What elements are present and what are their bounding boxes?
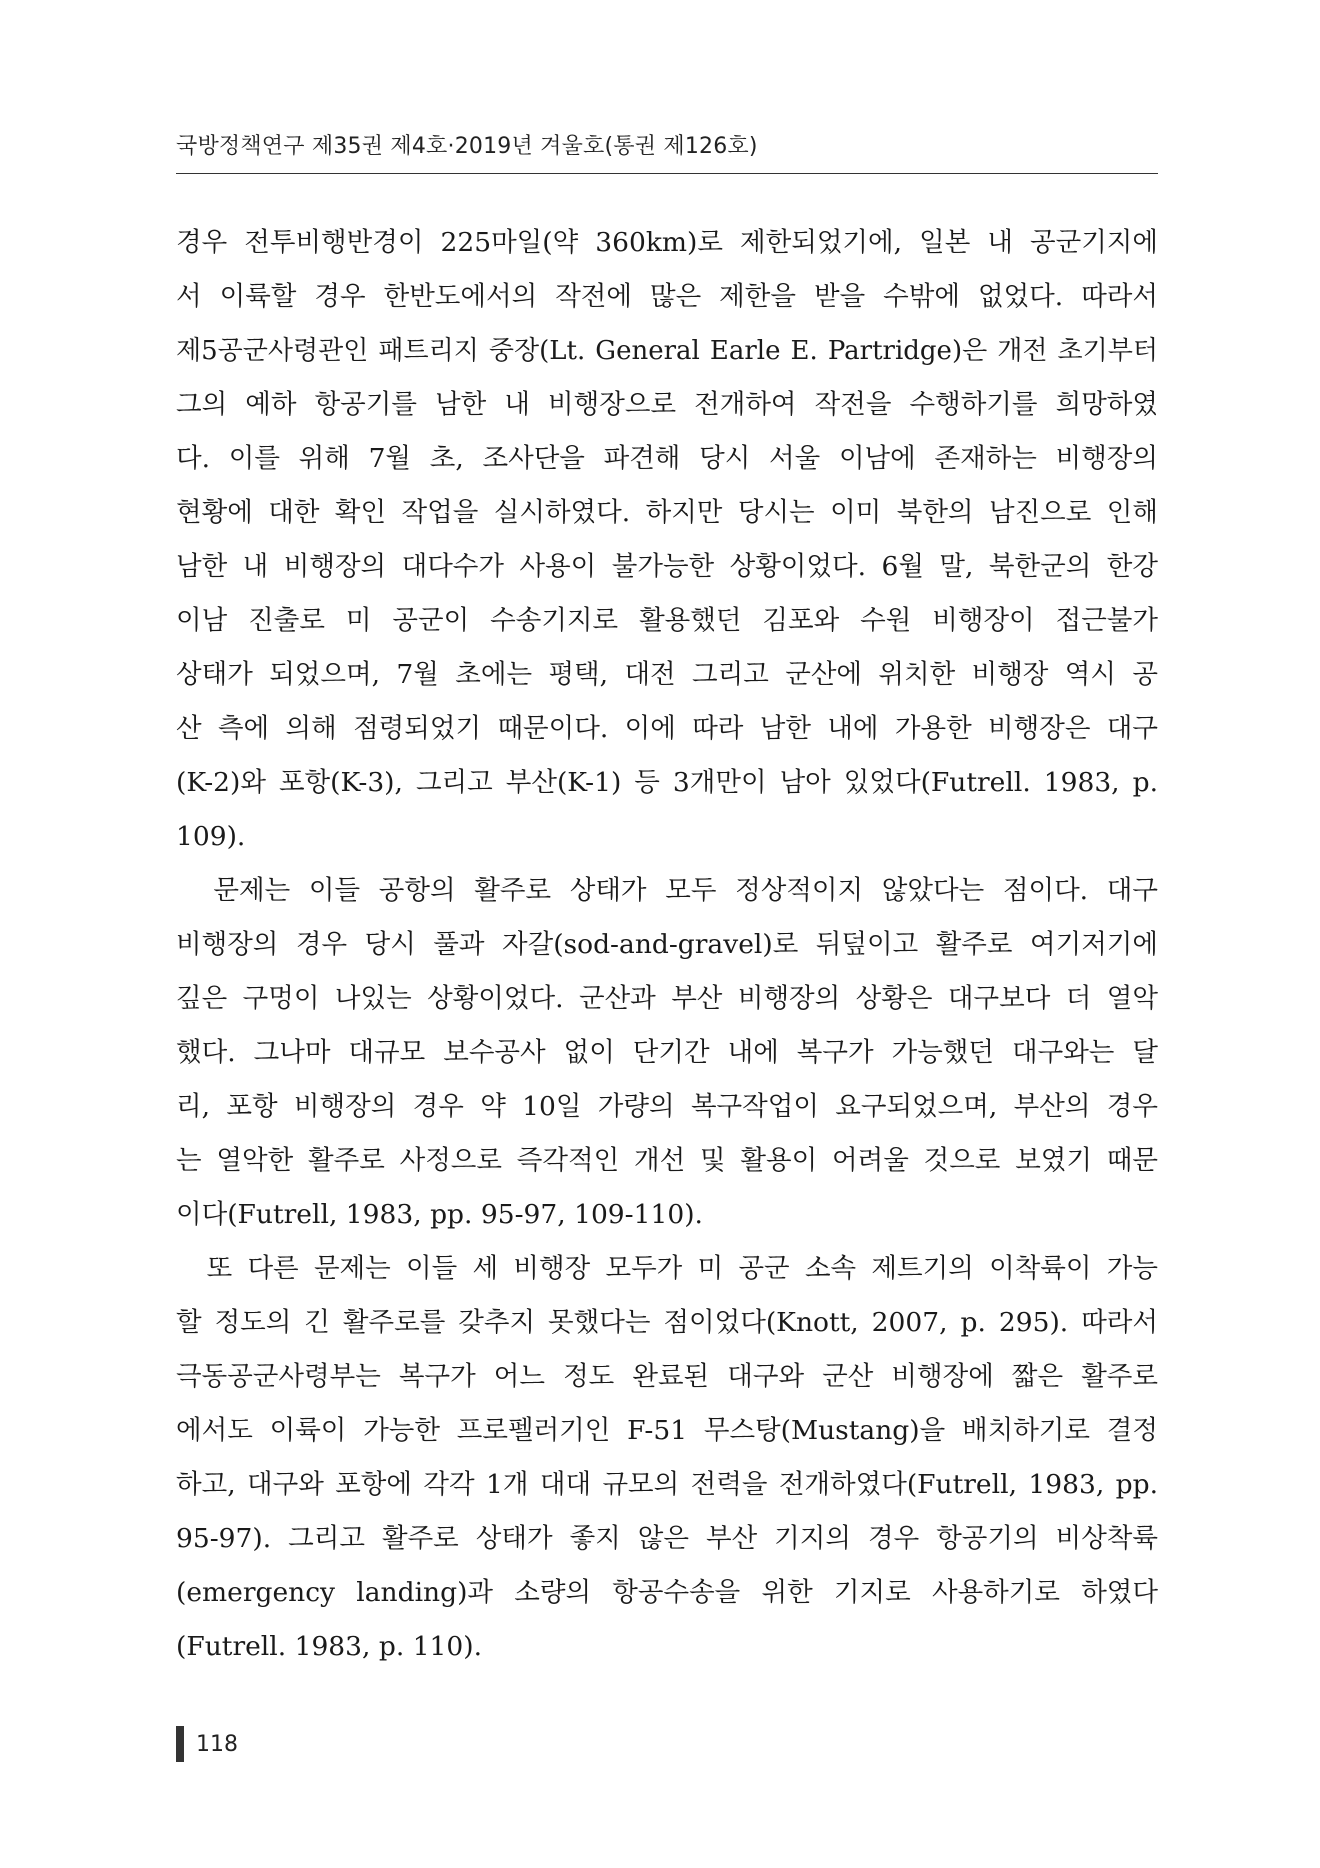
text-line: 또 다른 문제는 이들 세 비행장 모두가 미 공군 소속 제트기의 이착륙이 가능	[176, 1253, 1158, 1284]
text-line: 남한 내 비행장의 대다수가 사용이 불가능한 상황이었다. 6월 말, 북한군의 한강	[176, 551, 1158, 582]
text-line: 비행장의 경우 당시 풀과 자갈(sod-and-gravel)로 뒤덮이고 활주로 여기저기에	[176, 929, 1158, 960]
journal-title: 국방정책연구 제35권 제4호·2019년 겨울호(통권 제126호)	[176, 134, 758, 159]
text-line: 이다(Futrell, 1983, pp. 95-97, 109-110).	[176, 1199, 703, 1230]
text-line: 할 정도의 긴 활주로를 갖추지 못했다는 점이었다(Knott, 2007, p. 295). 따라서	[176, 1307, 1158, 1338]
text-line: (emergency landing)과 소량의 항공수송을 위한 기지로 사용하기로 하였다	[176, 1577, 1158, 1608]
footer-bar	[176, 1726, 184, 1762]
text-line: 95-97). 그리고 활주로 상태가 좋지 않은 부산 기지의 경우 항공기의 비상착륙	[176, 1523, 1158, 1554]
page-number: 118	[196, 1731, 238, 1757]
paragraph-2	[176, 864, 1158, 1242]
text-line: 다. 이를 위해 7월 초, 조사단을 파견해 당시 서울 이남에 존재하는 비행장의	[176, 443, 1158, 474]
text-line: 그의 예하 항공기를 남한 내 비행장으로 전개하여 작전을 수행하기를 희망하였	[176, 389, 1158, 420]
text-line: 제5공군사령관인 패트리지 중장(Lt. General Earle E. Partridge)은 개전 초기부터	[176, 336, 1158, 366]
text-line: 산 측에 의해 점령되었기 때문이다. 이에 따라 남한 내에 가용한 비행장은 대구	[176, 713, 1158, 744]
text-line: 는 열악한 활주로 사정으로 즉각적인 개선 및 활용이 어려울 것으로 보였기 때문	[176, 1145, 1158, 1176]
body-text	[176, 216, 1158, 1674]
text-line: 문제는 이들 공항의 활주로 상태가 모두 정상적이지 않았다는 점이다. 대구	[176, 875, 1158, 906]
text-line: 깊은 구멍이 나있는 상황이었다. 군산과 부산 비행장의 상황은 대구보다 더 열악	[176, 983, 1158, 1014]
running-header	[176, 134, 1158, 174]
text-line: 이남 진출로 미 공군이 수송기지로 활용했던 김포와 수원 비행장이 접근불가	[176, 605, 1158, 636]
text-line: (Futrell. 1983, p. 110).	[176, 1631, 483, 1662]
text-line: 서 이륙할 경우 한반도에서의 작전에 많은 제한을 받을 수밖에 없었다. 따라서	[176, 281, 1158, 312]
text-line: 경우 전투비행반경이 225마일(약 360km)로 제한되었기에, 일본 내 공군기지에	[176, 227, 1158, 258]
text-line: 리, 포항 비행장의 경우 약 10일 가량의 복구작업이 요구되었으며, 부산의 경우	[176, 1091, 1158, 1122]
text-line: 현황에 대한 확인 작업을 실시하였다. 하지만 당시는 이미 북한의 남진으로 인해	[176, 497, 1158, 528]
text-line: 상태가 되었으며, 7월 초에는 평택, 대전 그리고 군산에 위치한 비행장 역시 공	[176, 659, 1158, 690]
text-line: 에서도 이륙이 가능한 프로펠러기인 F-51 무스탕(Mustang)을 배치하기로 결정	[176, 1415, 1158, 1446]
paragraph-3	[176, 1242, 1158, 1674]
text-line: 하고, 대구와 포항에 각각 1개 대대 규모의 전력을 전개하였다(Futrell, 1983, pp.	[176, 1469, 1158, 1500]
paragraph-1	[176, 216, 1158, 864]
text-line: 극동공군사령부는 복구가 어느 정도 완료된 대구와 군산 비행장에 짧은 활주로	[176, 1361, 1158, 1392]
text-line: 했다. 그나마 대규모 보수공사 없이 단기간 내에 복구가 가능했던 대구와는 달	[176, 1037, 1158, 1068]
text-line: 109).	[176, 821, 246, 852]
text-line: (K-2)와 포항(K-3), 그리고 부산(K-1) 등 3개만이 남아 있었다(Futrell. 1983, p.	[176, 767, 1158, 798]
page-footer	[176, 1724, 238, 1764]
